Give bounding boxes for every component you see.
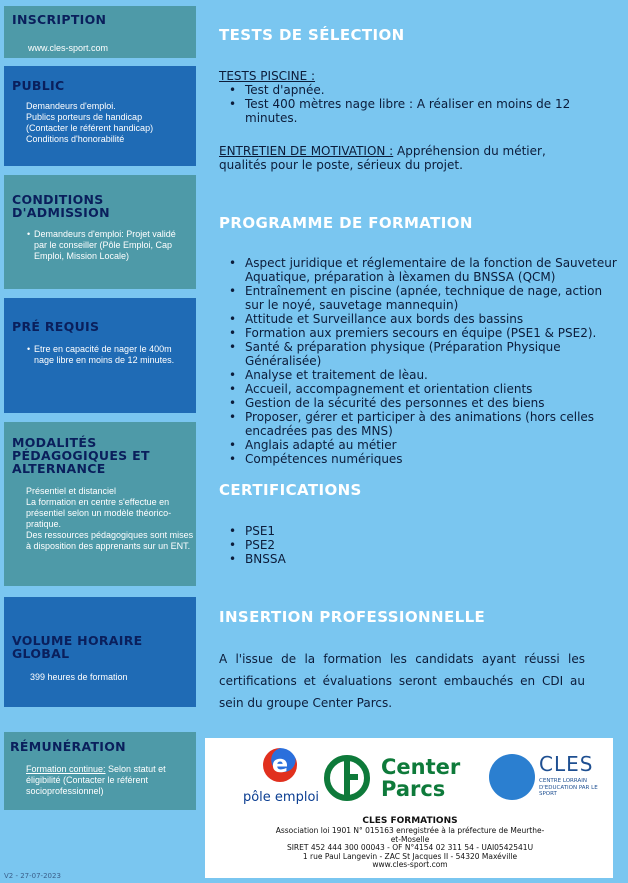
tests-piscine-list — [245, 83, 590, 125]
programme-item: • Analyse et traitement de lèau. — [245, 368, 617, 382]
volume-text: 399 heures de formation — [30, 672, 128, 682]
tests-motivation — [219, 144, 594, 172]
tests-motivation-label: ENTRETIEN DE MOTIVATION : — [219, 144, 394, 158]
programme-item: • Aspect juridique et réglementaire de la fonction de Sauveteur Aquatique, préparation à lèxamen du BNSSA (QCM) — [245, 256, 617, 284]
programme-item: • Accueil, accompagnement et orientation clients — [245, 382, 617, 396]
conditions-item: • Demandeurs d'emploi: Projet validé par le conseiller (Pôle Emploi, Cap Emploi, Mission Locale) — [34, 229, 184, 262]
prerequis-box — [4, 298, 196, 413]
remuneration-text — [26, 764, 194, 797]
insertion-title: INSERTION PROFESSIONNELLE — [219, 608, 486, 626]
cles-subtitle: CENTRE LORRAIN D'EDUCATION PAR LE SPORT — [539, 778, 598, 797]
modalites-box — [4, 422, 196, 586]
footer-org: CLES FORMATIONS — [362, 816, 458, 826]
tests-piscine-item: • Test d'apnée. — [245, 83, 590, 97]
inscription-box — [4, 6, 196, 58]
certifications-item: • PSE2 — [245, 538, 617, 552]
modalites-line: Des ressources pédagogiques sont mises à disposition des apprenants sur un ENT. — [26, 530, 194, 551]
public-line: Conditions d'honorabilité — [26, 134, 125, 144]
footer-line: Association loi 1901 N° 015163 enregistrée à la préfecture de Meurthe-et-Moselle — [275, 826, 545, 844]
public-box — [4, 66, 196, 166]
public-line: Publics porteurs de handicap — [26, 112, 143, 122]
center-parcs-icon — [323, 754, 375, 802]
volume-title-line: GLOBAL — [12, 646, 70, 661]
footer-line: SIRET 452 444 300 00043 - OF N°4154 02 311 54 - UAI0542541U — [286, 843, 534, 853]
volume-box — [4, 597, 196, 707]
conditions-title-line: CONDITIONS — [12, 192, 104, 207]
pole-emploi-letter: e — [271, 750, 289, 778]
programme-title: PROGRAMME DE FORMATION — [219, 214, 473, 232]
programme-item: • Entraînement en piscine (apnée, technique de nage, action sur le noyé, sauvetage mannequin) — [245, 284, 617, 312]
remuneration-label: Formation continue: — [26, 764, 106, 774]
programme-item: • Attitude et Surveillance aux bords des bassins — [245, 312, 617, 326]
footer-line: 1 rue Paul Langevin - ZAC St Jacques II - 54320 Maxéville — [302, 851, 518, 861]
modalites-title-line: ALTERNANCE — [12, 461, 106, 476]
programme-item: • Proposer, gérer et participer à des animations (hors celles encadrées pas des MNS) — [245, 410, 617, 438]
public-line: (Contacter le référent handicap) — [26, 123, 154, 133]
tests-piscine-label-text: TESTS PISCINE : — [219, 69, 316, 83]
tests-title: TESTS DE SÉLECTION — [219, 26, 405, 44]
cles-swimmer-icon — [489, 754, 535, 800]
remuneration-detail: Selon statut et éligibilité (Contacter le référent socioprofessionnel) — [26, 764, 166, 796]
center-parcs-word-line: Parcs — [381, 777, 446, 801]
center-parcs-word — [381, 756, 460, 800]
prerequis-list — [34, 344, 184, 366]
programme-item: • Gestion de la sécurité des personnes et des biens — [245, 396, 617, 410]
conditions-box — [4, 175, 196, 289]
volume-title-line: VOLUME HORAIRE — [12, 633, 143, 648]
cles-name: CLES — [539, 752, 594, 776]
certifications-list — [245, 524, 617, 566]
remuneration-title: RÉMUNÉRATION — [10, 739, 126, 754]
modalites-line: La formation en centre s'effectue en présentiel selon un modèle théorico-pratique. — [26, 497, 172, 529]
insertion-text: A l'issue de la formation les candidats ayant réussi les certifications et évaluations seront embauchés en CDI au sein du groupe Center Parcs. — [219, 652, 585, 710]
footer-website[interactable]: www.cles-sport.com — [372, 860, 448, 870]
programme-item: • Compétences numériques — [245, 452, 617, 466]
public-text — [26, 101, 191, 145]
version-stamp: V2 - 27-07-2023 — [4, 872, 61, 880]
modalites-title-line: MODALITÉS — [12, 435, 97, 450]
pole-emploi-logo — [241, 748, 321, 808]
volume-title — [12, 634, 192, 660]
modalites-title-line: PÉDAGOGIQUES ET — [12, 448, 150, 463]
modalites-title — [12, 436, 192, 475]
inscription-title: INSCRIPTION — [12, 12, 107, 27]
prerequis-title: PRÉ REQUIS — [12, 319, 100, 334]
remuneration-box — [4, 732, 196, 810]
programme-list — [245, 256, 617, 466]
center-parcs-logo — [323, 754, 473, 804]
tests-piscine-label — [219, 69, 589, 83]
tests-motivation-text: Appréhension du métier, qualités pour le poste, sérieux du projet. — [219, 144, 546, 172]
modalites-text — [26, 486, 194, 552]
programme-item: • Santé & préparation physique (Préparation Physique Généralisée) — [245, 340, 617, 368]
programme-item: • Anglais adapté au métier — [245, 438, 617, 452]
center-parcs-word-line: Center — [381, 755, 461, 779]
modalites-line: Présentiel et distanciel — [26, 486, 117, 496]
footer-info — [275, 816, 545, 870]
conditions-title-line: D'ADMISSION — [12, 205, 110, 220]
inscription-website[interactable]: www.cles-sport.com — [28, 43, 109, 53]
programme-item: • Formation aux premiers secours en équipe (PSE1 & PSE2). — [245, 326, 617, 340]
pole-emploi-word: pôle emploi — [242, 790, 320, 805]
tests-piscine-item: • Test 400 mètres nage libre : A réaliser en moins de 12 minutes. — [245, 97, 590, 125]
certifications-item: • PSE1 — [245, 524, 617, 538]
conditions-list — [34, 229, 184, 262]
public-title: PUBLIC — [12, 78, 65, 93]
footer-card — [205, 738, 613, 878]
cles-logo — [489, 750, 609, 810]
certifications-title: CERTIFICATIONS — [219, 481, 362, 499]
certifications-item: • BNSSA — [245, 552, 617, 566]
public-line: Demandeurs d'emploi. — [26, 101, 116, 111]
conditions-title — [12, 193, 192, 219]
prerequis-item: • Etre en capacité de nager le 400m nage libre en moins de 12 minutes. — [34, 344, 184, 366]
